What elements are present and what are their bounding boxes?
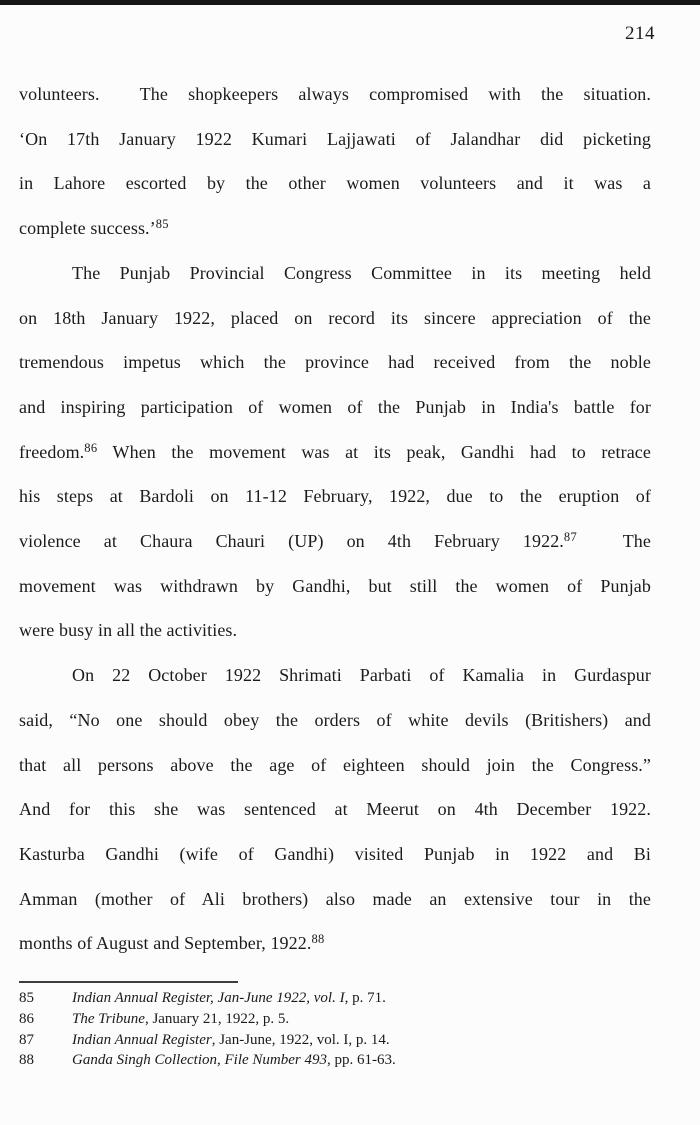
text-line: that all persons above the age of eighteen should join the Congress.”	[19, 754, 651, 775]
footnote-number: 86	[19, 1010, 34, 1027]
text-line: On 22 October 1922 Shrimati Parbati of Kamalia in Gurdaspur	[72, 665, 651, 686]
text-line: were busy in all the activities.	[19, 620, 238, 641]
text-line: volunteers. The shopkeepers always compromised with the situation.	[19, 84, 651, 104]
footnote-reference: 88	[311, 932, 325, 947]
text-line: in Lahore escorted by the other women volunteers and it was a	[19, 173, 651, 194]
footnotes	[19, 988, 659, 1071]
footnote-text: Indian Annual Register, Jan-June 1922, vol. I, p. 71.	[72, 990, 386, 1006]
footnote-reference: 87	[563, 530, 578, 545]
text-line: months of August and September, 1922.88	[19, 932, 325, 954]
footnote-number: 88	[19, 1052, 34, 1069]
footnote-row	[19, 1030, 659, 1051]
footnote-text: Indian Annual Register, Jan-June, 1922, vol. I, p. 14.	[72, 1031, 390, 1048]
text-line: tremendous impetus which the province had received from the noble	[19, 352, 651, 373]
text-line: his steps at Bardoli on 11-12 February, 1922, due to the eruption of	[19, 486, 651, 507]
text-line: and inspiring participation of women of the Punjab in India's battle for	[19, 396, 651, 417]
text-line: Kasturba Gandhi (wife of Gandhi) visited Punjab in 1922 and Bi	[19, 843, 651, 864]
text-line: And for this she was sentenced at Meerut on 4th December 1922.	[19, 799, 651, 820]
text-line: violence at Chaura Chauri (UP) on 4th February 1922.87 The	[19, 530, 651, 552]
footnote-row	[19, 1009, 659, 1030]
footnote-row	[19, 1050, 659, 1071]
footnote-separator	[19, 981, 238, 983]
text-line: freedom.$^{86}$ When the movement was at its peak, Gandhi had to retrace	[19, 440, 651, 462]
text-line: said, “No one should obey the orders of white devils (Britishers) and	[19, 709, 651, 730]
footnote-number: 87	[19, 1031, 34, 1048]
footnote-number: 85	[19, 990, 34, 1006]
footnote-row	[19, 988, 659, 1009]
footnote-text: The Tribune, January 21, 1922, p. 5.	[72, 1010, 290, 1027]
footnote-reference: 85	[155, 217, 169, 232]
text-line: ‘On 17th January 1922 Kumari Lajjawati of Jalandhar did picketing	[19, 128, 651, 149]
text-line: on 18th January 1922, placed on record its sincere appreciation of the	[19, 307, 651, 328]
text-line: The Punjab Provincial Congress Committee in its meeting held	[72, 262, 651, 283]
page-number: 214	[625, 23, 655, 44]
text-line: complete success.’$^{85}$	[19, 217, 169, 239]
footnote-reference: 86	[84, 440, 98, 455]
text-line: movement was withdrawn by Gandhi, but still the women of Punjab	[19, 575, 651, 596]
scan-edge-artifact	[0, 0, 700, 5]
footnote-text: Ganda Singh Collection, File Number 493, pp. 61-63.	[72, 1052, 396, 1069]
document-body	[19, 72, 651, 966]
text-line: Amman (mother of Ali brothers) also made an extensive tour in the	[19, 888, 651, 909]
